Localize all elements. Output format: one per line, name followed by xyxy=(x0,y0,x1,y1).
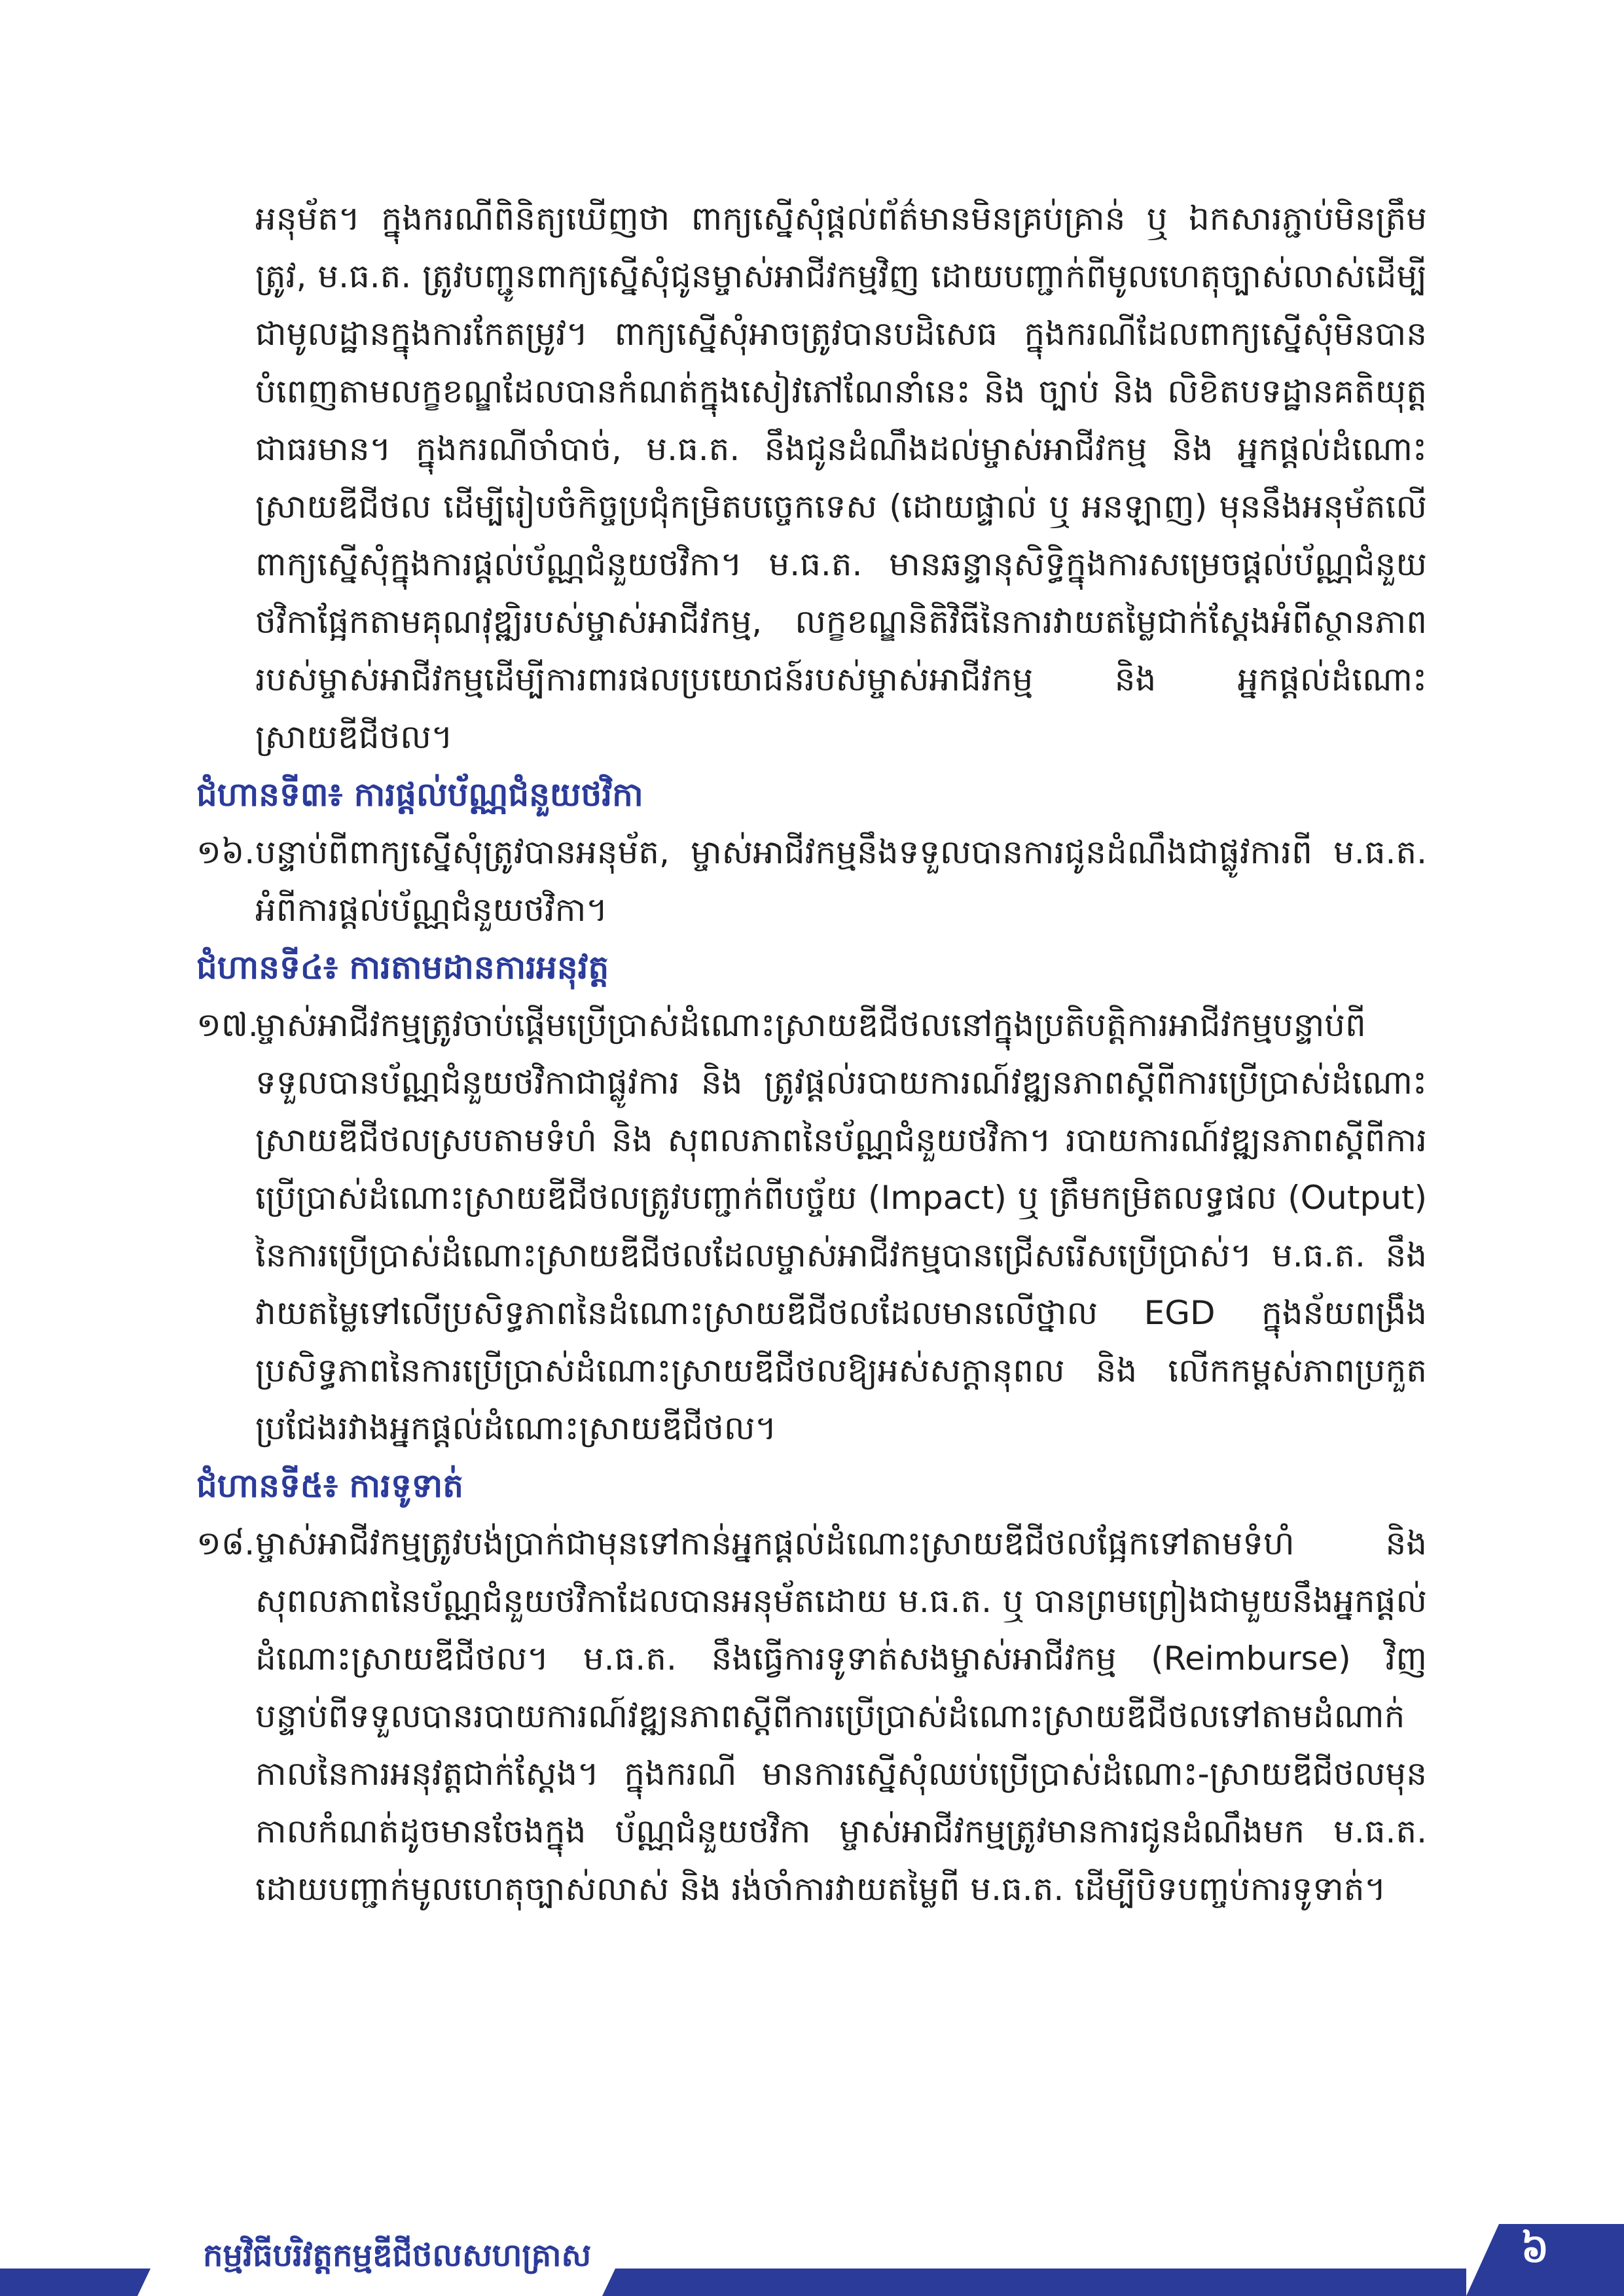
item-number: ១៦. xyxy=(196,833,255,871)
list-item xyxy=(196,1515,1427,1918)
page-number: ៦ xyxy=(1521,2226,1549,2272)
item-text: ម្ចាស់អាជីវកម្មត្រូវបង់ប្រាក់ជាមុនទៅកាន់អ្នកផ្តល់ដំណោះស្រាយឌីជីថលផ្អែកទៅតាមទំហំ និង សុពលភាពនៃប័ណ្ណជំនួយថវិកាដែលបានអនុម័តដោយ ម.ធ.ត. ឬ បានព្រមព្រៀងជាមួយនឹងអ្នកផ្តល់ដំណោះស្រាយឌីជីថល។ ម.ធ.ត. នឹងធ្វើការទូទាត់សងម្ចាស់អាជីវកម្ម (Reimburse) វិញ បន្ទាប់ពីទទួលបានរបាយការណ៍វឌ្ឍនភាពស្តីពីការប្រើប្រាស់ដំណោះស្រាយឌីជីថលទៅតាមដំណាក់កាលនៃការអនុវត្តជាក់ស្តែង។ ក្នុងករណី មានការស្នើសុំឈប់ប្រើប្រាស់ដំណោះ-ស្រាយឌីជីថលមុនកាលកំណត់ដូចមានចែងក្នុង ប័ណ្ណជំនួយថវិកា ម្ចាស់អាជីវកម្មត្រូវមានការជូនដំណឹងមក ម.ធ.ត. ដោយបញ្ជាក់មូលហេតុច្បាស់លាស់ និង រង់ចាំការវាយតម្លៃពី ម.ធ.ត. ដើម្បីបិទបញ្ចប់ការទូទាត់។ xyxy=(255,1524,1427,1908)
item-number: ១៨. xyxy=(196,1524,255,1562)
page-content xyxy=(196,190,1427,1918)
step4-heading: ជំហានទី៤៖ ការតាមដានការអនុវត្ត xyxy=(196,948,609,986)
item-number: ១៧. xyxy=(196,1006,259,1044)
page-footer xyxy=(0,2198,1624,2296)
footer-left-bar xyxy=(0,2269,151,2296)
intro-paragraph: អនុម័ត។ ក្នុងករណីពិនិត្យឃើញថា ពាក្យស្នើសុំផ្តល់ព័ត៌មានមិនគ្រប់គ្រាន់ ឬ ឯកសារភ្ជាប់មិនត្រឹមត្រូវ, ម.ធ.ត. ត្រូវបញ្ជូនពាក្យស្នើសុំជូនម្ចាស់អាជីវកម្មវិញ ដោយបញ្ជាក់ពីមូលហេតុច្បាស់លាស់ដើម្បីជាមូលដ្ឋានក្នុងការកែតម្រូវ។ ពាក្យស្នើសុំអាចត្រូវបានបដិសេធ ក្នុងករណីដែលពាក្យស្នើសុំមិនបានបំពេញតាមលក្ខខណ្ឌដែលបានកំណត់ក្នុងសៀវភៅណែនាំនេះ និង ច្បាប់ និង លិខិតបទដ្ឋានគតិយុត្តជាធរមាន។ ក្នុងករណីចាំបាច់, ម.ធ.ត. នឹងជូនដំណឹងដល់ម្ចាស់អាជីវកម្ម និង អ្នកផ្តល់ដំណោះស្រាយឌីជីថល ដើម្បីរៀបចំកិច្ចប្រជុំកម្រិតបច្ចេកទេស (ដោយផ្ទាល់ ឬ អនឡាញ) មុននឹងអនុម័តលើពាក្យស្នើសុំក្នុងការផ្តល់ប័ណ្ណជំនួយថវិកា។ ម.ធ.ត. មានឆន្ទានុសិទ្ធិក្នុងការសម្រេចផ្តល់ប័ណ្ណជំនួយថវិកាផ្អែកតាមគុណវុឌ្ឍិរបស់ម្ចាស់អាជីវកម្ម, លក្ខខណ្ឌនិតិវិធីនៃការវាយតម្លៃជាក់ស្តែងអំពីស្ថានភាពរបស់ម្ចាស់អាជីវកម្មដើម្បីការពារផលប្រយោជន៍របស់ម្ចាស់អាជីវកម្ម និង អ្នកផ្តល់ដំណោះស្រាយឌីជីថល។ xyxy=(255,200,1427,756)
item-text: ម្ចាស់អាជីវកម្មត្រូវចាប់ផ្តើមប្រើប្រាស់ដំណោះស្រាយឌីជីថលនៅក្នុងប្រតិបត្តិការអាជីវកម្មបន្ទាប់ពីទទួលបានប័ណ្ណជំនួយថវិកាជាផ្លូវការ និង ត្រូវផ្តល់របាយការណ៍វឌ្ឍនភាពស្តីពីការប្រើប្រាស់ដំណោះស្រាយឌីជីថលស្របតាមទំហំ និង សុពលភាពនៃប័ណ្ណជំនួយថវិកា។ របាយការណ៍វឌ្ឍនភាពស្តីពីការប្រើប្រាស់ដំណោះស្រាយឌីជីថលត្រូវបញ្ជាក់ពីបច្ច័យ (Impact) ឬ ត្រឹមកម្រិតលទ្ធផល (Output) នៃការប្រើប្រាស់ដំណោះស្រាយឌីជីថលដែលម្ចាស់អាជីវកម្មបានជ្រើសរើសប្រើប្រាស់។ ម.ធ.ត. នឹងវាយតម្លៃទៅលើប្រសិទ្ធភាពនៃដំណោះស្រាយឌីជីថលដែលមានលើថ្នាល EGD ក្នុងន័យពង្រឹងប្រសិទ្ធភាពនៃការប្រើប្រាស់ដំណោះស្រាយឌីជីថលឱ្យអស់សក្តានុពល និង លើកកម្ពស់ភាពប្រកួតប្រជែងរវាងអ្នកផ្តល់ដំណោះស្រាយឌីជីថល។ xyxy=(255,1006,1427,1447)
footer-long-bar xyxy=(602,2269,1466,2296)
footer-title: កម្មវិធីបរិវត្តកម្មឌីជីថលសហគ្រាស xyxy=(203,2237,592,2274)
step5-heading: ជំហានទី៥៖ ការទូទាត់ xyxy=(196,1467,464,1505)
list-item xyxy=(196,996,1427,1457)
list-item xyxy=(196,823,1427,939)
item-text: បន្ទាប់ពីពាក្យស្នើសុំត្រូវបានអនុម័ត, ម្ចាស់អាជីវកម្មនឹងទទួលបានការជូនដំណឹងជាផ្លូវការពី ម.ធ.ត. អំពីការផ្តល់ប័ណ្ណជំនួយថវិកា។ xyxy=(255,833,1427,929)
step3-heading: ជំហានទី៣៖ ការផ្តល់ប័ណ្ណជំនួយថវិកា xyxy=(196,776,643,814)
